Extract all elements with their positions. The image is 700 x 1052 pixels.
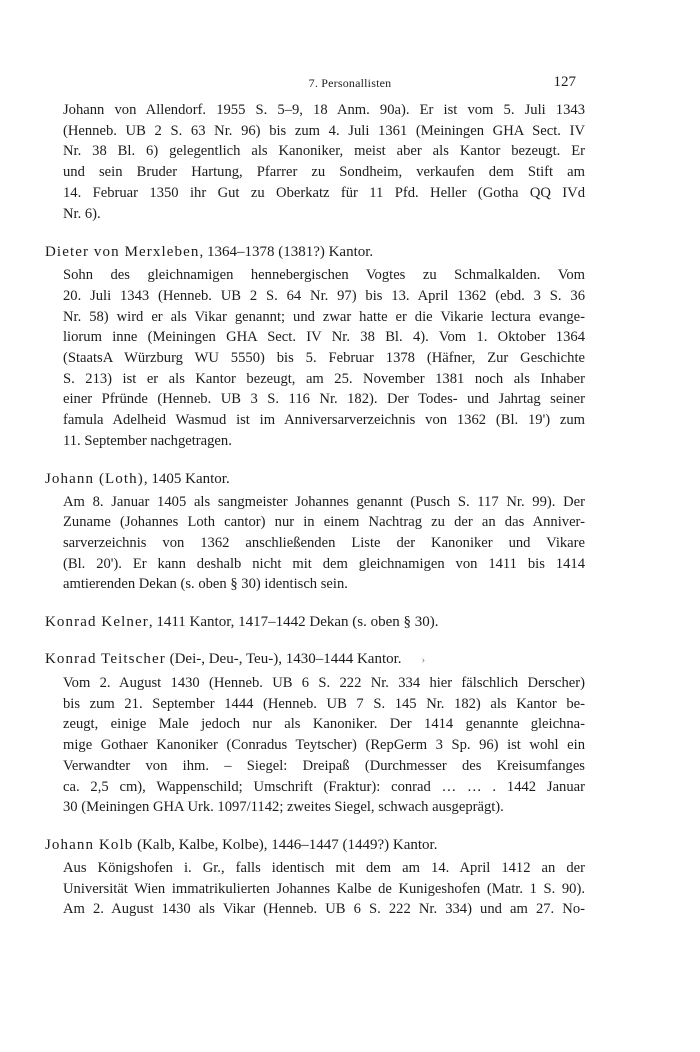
entry-text (63, 673, 585, 818)
running-head (0, 74, 700, 92)
text-line: einer Pfründe (Henneb. UB 3 S. 116 Nr. 182). Der Todes- und Jahrtag seiner (63, 391, 585, 408)
text-line: S. 213) ist er als Kantor bezeugt, am 25. November 1381 noch als Inhaber (63, 370, 585, 387)
entry-heading (45, 242, 585, 262)
person-name: Dieter von Merxleben (45, 244, 200, 261)
text-line: amtierenden Dekan (s. oben § 30) identisch sein. (63, 576, 348, 593)
page-number: 127 (553, 74, 576, 90)
entry-role: (Dei-, Deu-, Teu-), 1430–1444 Kantor. (165, 651, 402, 668)
person-name: Konrad Teitscher (45, 651, 166, 668)
text-line: 20. Juli 1343 (Henneb. UB 2 S. 64 Nr. 97) bis 13. April 1362 (ebd. 3 S. 36 (63, 287, 585, 304)
text-line: und sein Bruder Hartung, Pfarrer zu Sondheim, verkaufen dem Stift am (63, 164, 585, 181)
entry-heading (45, 649, 585, 670)
entry-text (63, 265, 585, 451)
chapter-title: 7. Personallisten (308, 76, 392, 90)
text-line: mige Gothaer Kanoniker (Conradus Teytscher) (RepGerm 3 Sp. 96) ist wohl ein (63, 737, 585, 754)
text-line: Universität Wien immatrikulierten Johannes Kalbe de Kunigeshofen (Matr. 1 S. 90). (63, 880, 585, 897)
text-line: famula Adelheid Wasmud ist im Anniversarverzeichnis von 1362 (Bl. 19') zum (63, 412, 585, 429)
text-line: 14. Februar 1350 ihr Gut zu Oberkatz für 11 Pfd. Heller (Gotha QQ IVd (63, 184, 585, 201)
person-name: Konrad Kelner (45, 614, 149, 631)
text-line: Sohn des gleichnamigen hennebergischen Vogtes zu Schmalkalden. Vom (63, 267, 585, 284)
page-body (45, 100, 585, 937)
text-line: (StaatsA Würzburg WU 5550) bis 5. Februar 1378 (Häfner, Zur Geschichte (63, 350, 585, 367)
text-line: liorum inne (Meiningen GHA Sect. IV Nr. 38 Bl. 4). Vom 1. Oktober 1364 (63, 329, 585, 346)
text-line: Johann von Allendorf. 1955 S. 5–9, 18 Anm. 90a). Er ist vom 5. Juli 1343 (63, 102, 585, 118)
text-line: 11. September nachgetragen. (63, 432, 232, 449)
text-line: Nr. 6). (63, 205, 101, 222)
text-line: 30 (Meiningen GHA Urk. 1097/1142; zweites Siegel, schwach ausgeprägt). (63, 799, 504, 816)
continued-paragraph (63, 100, 585, 224)
entry-role: , 1364–1378 (1381?) Kantor. (199, 244, 374, 261)
person-entry (45, 469, 585, 596)
entry-heading (45, 835, 585, 855)
text-line: bis zum 21. September 1444 (Henneb. UB 7 S. 145 Nr. 182) als Kantor be- (63, 695, 585, 712)
person-entry (45, 612, 585, 632)
entry-heading (45, 612, 585, 632)
entry-role: , 1405 Kantor. (143, 470, 230, 487)
text-line: (Henneb. UB 2 S. 63 Nr. 96) bis zum 4. Juli 1361 (Meiningen GHA Sect. IV (63, 122, 585, 139)
text-line: Vom 2. August 1430 (Henneb. UB 6 S. 222 Nr. 334 hier fälschlich Derscher) (63, 675, 585, 692)
entry-heading (45, 469, 585, 489)
entry-role: (Kalb, Kalbe, Kolbe), 1446–1447 (1449?) Kantor. (133, 836, 438, 853)
margin-mark: › (421, 654, 426, 667)
text-line: zeugt, einige Male jedoch nur als Kanoniker. Der 1414 genannte gleichna- (63, 716, 585, 733)
text-line: Am 2. August 1430 als Vikar (Henneb. UB 6 S. 222 Nr. 334) und am 27. No- (63, 901, 585, 918)
person-name: Johann Kolb (45, 836, 134, 853)
person-entry (45, 835, 585, 920)
entry-text (63, 858, 585, 920)
person-name: Johann (Loth) (45, 470, 144, 487)
entry-role: , 1411 Kantor, 1417–1442 Dekan (s. oben § 30). (148, 614, 439, 631)
person-entry (45, 649, 585, 818)
text-line: sarverzeichnis von 1362 anschließenden Liste der Kanoniker und Vikare (63, 534, 585, 551)
text-line: Zuname (Johannes Loth cantor) nur in einem Nachtrag zu der an das Anniver- (63, 514, 585, 531)
text-line: (Bl. 20'). Er kann deshalb nicht mit dem gleichnamigen von 1411 bis 1414 (63, 555, 585, 572)
person-entry (45, 242, 585, 451)
text-line: Nr. 58) wird er als Vikar genannt; und zwar hatte er die Vikarie lectura evange- (63, 308, 585, 325)
text-line: ca. 2,5 cm), Wappenschild; Umschrift (Fraktur): conrad … … . 1442 Januar (63, 778, 585, 795)
text-line: Verwandter von ihm. – Siegel: Dreipaß (Durchmesser des Kreisumfanges (63, 757, 585, 774)
entry-text (63, 492, 585, 596)
text-line: Am 8. Januar 1405 als sangmeister Johannes genannt (Pusch S. 117 Nr. 99). Der (63, 493, 585, 510)
text-line: Nr. 38 Bl. 6) gelegentlich als Kanoniker, meist aber als Kantor bezeugt. Er (63, 143, 585, 160)
text-line: Aus Königshofen i. Gr., falls identisch mit dem am 14. April 1412 an der (63, 859, 585, 876)
